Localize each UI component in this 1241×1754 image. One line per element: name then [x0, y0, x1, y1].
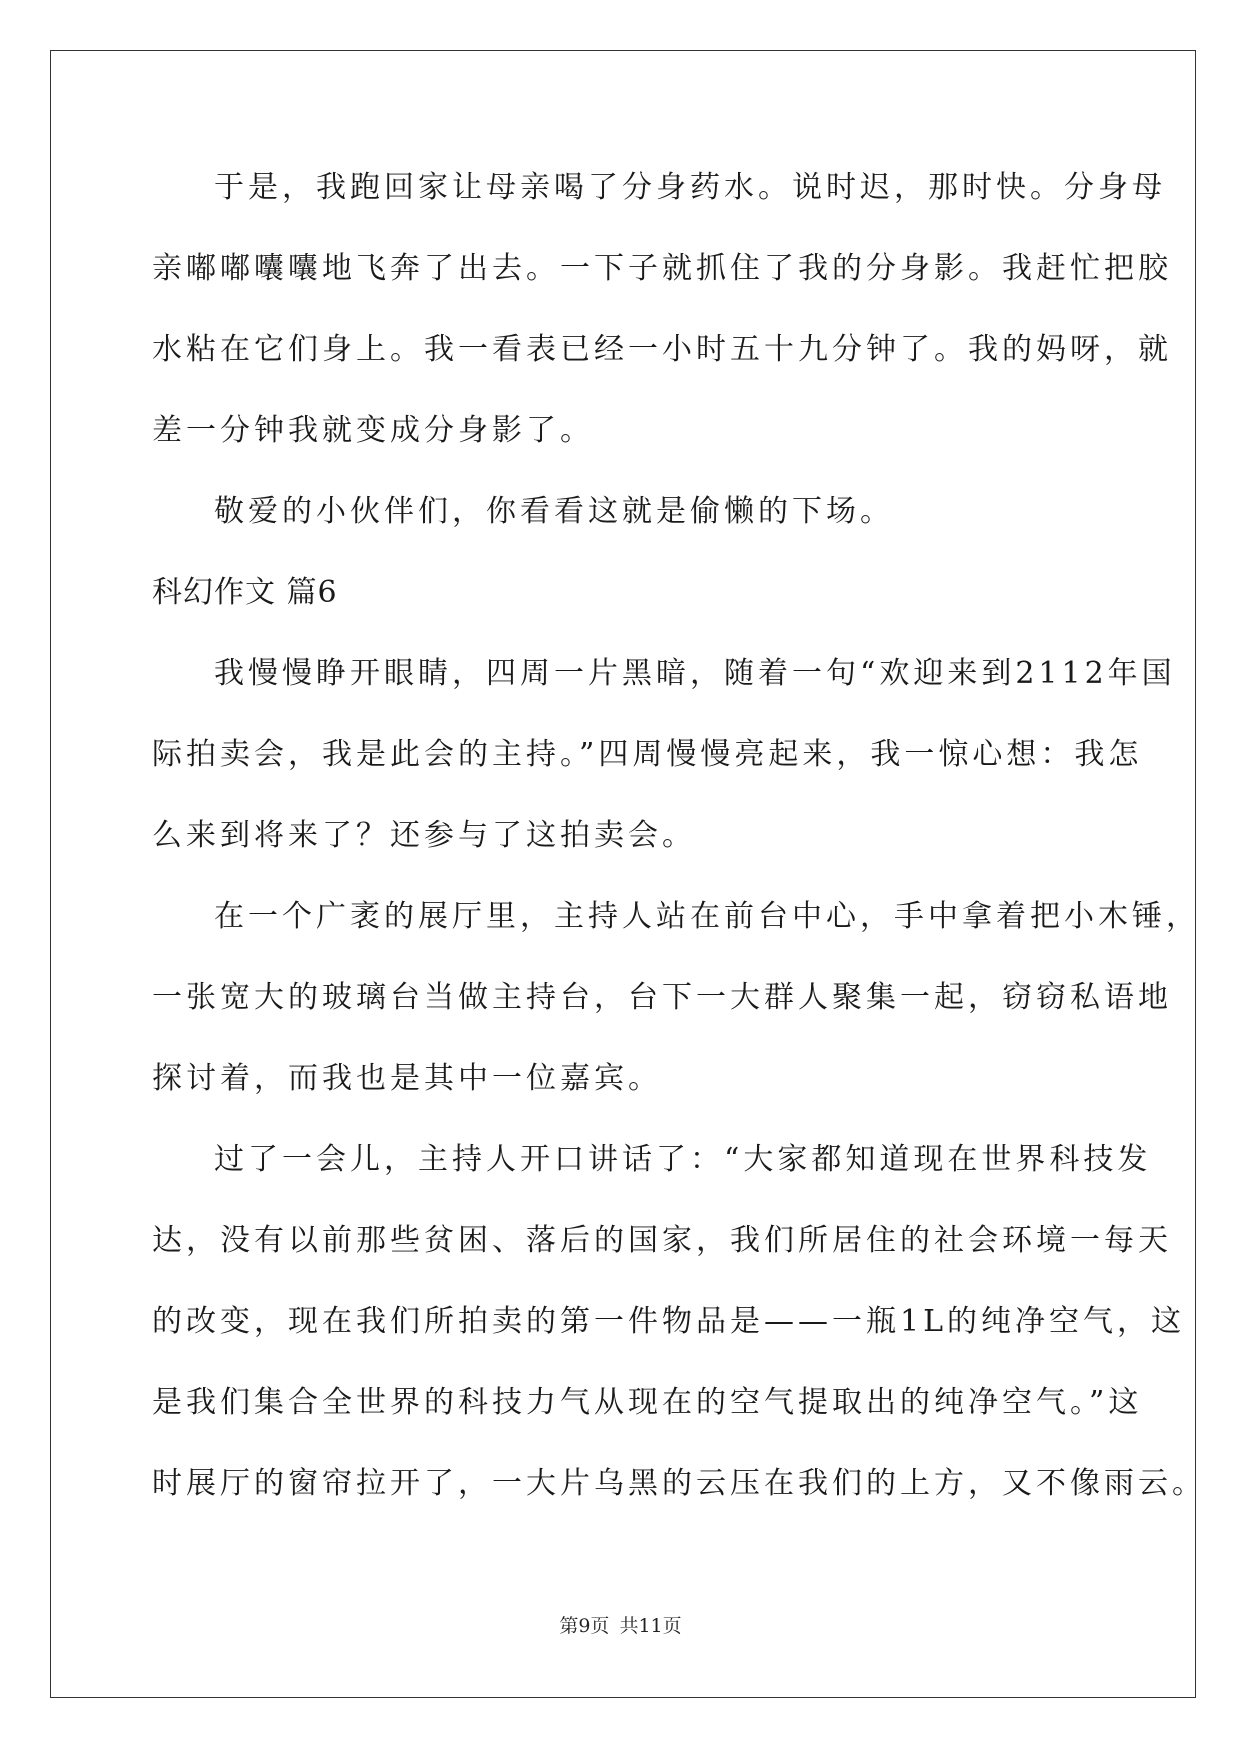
- paragraph-line: 差一分钟我就变成分身影了。: [152, 413, 594, 448]
- paragraph-line: 达，没有以前那些贫困、落后的国家，我们所居住的社会环境一每天: [152, 1223, 1172, 1258]
- paragraph-line: 水粘在它们身上。我一看表已经一小时五十九分钟了。我的妈呀，就: [152, 332, 1172, 367]
- paragraph-line: 的改变，现在我们所拍卖的第一件物品是——一瓶1L的纯净空气，这: [152, 1304, 1186, 1339]
- paragraph-line: 过了一会儿，主持人开口讲话了：“大家都知道现在世界科技发: [214, 1142, 1152, 1177]
- paragraph-line: 探讨着，而我也是其中一位嘉宾。: [152, 1061, 662, 1096]
- paragraph-line: 敬爱的小伙伴们，你看看这就是偷懒的下场。: [214, 494, 894, 529]
- paragraph-line: 么来到将来了？还参与了这拍卖会。: [152, 818, 696, 853]
- page-total: 共11页: [619, 1615, 682, 1637]
- page-footer: [0, 1611, 1241, 1638]
- paragraph-line: 时展厅的窗帘拉开了，一大片乌黑的云压在我们的上方，又不像雨云。: [152, 1466, 1206, 1501]
- paragraph-line: 是我们集合全世界的科技力气从现在的空气提取出的纯净空气。”这: [152, 1385, 1143, 1420]
- page-number: 第9页: [559, 1615, 610, 1637]
- paragraph-line: 在一个广袤的展厅里，主持人站在前台中心，手中拿着把小木锤，: [214, 899, 1200, 934]
- paragraph-line: 我慢慢睁开眼睛，四周一片黑暗，随着一句“欢迎来到2112年国: [214, 656, 1176, 691]
- section-heading: 科幻作文 篇6: [152, 575, 338, 610]
- paragraph-line: 一张宽大的玻璃台当做主持台，台下一大群人聚集一起，窃窃私语地: [152, 980, 1172, 1015]
- paragraph-line: 际拍卖会，我是此会的主持。”四周慢慢亮起来，我一惊心想：我怎: [152, 737, 1143, 772]
- paragraph-line: 亲嘟嘟囔囔地飞奔了出去。一下子就抓住了我的分身影。我赶忙把胶: [152, 251, 1172, 286]
- paragraph-line: 于是，我跑回家让母亲喝了分身药水。说时迟，那时快。分身母: [214, 170, 1166, 205]
- document-body: [152, 160, 1206, 1537]
